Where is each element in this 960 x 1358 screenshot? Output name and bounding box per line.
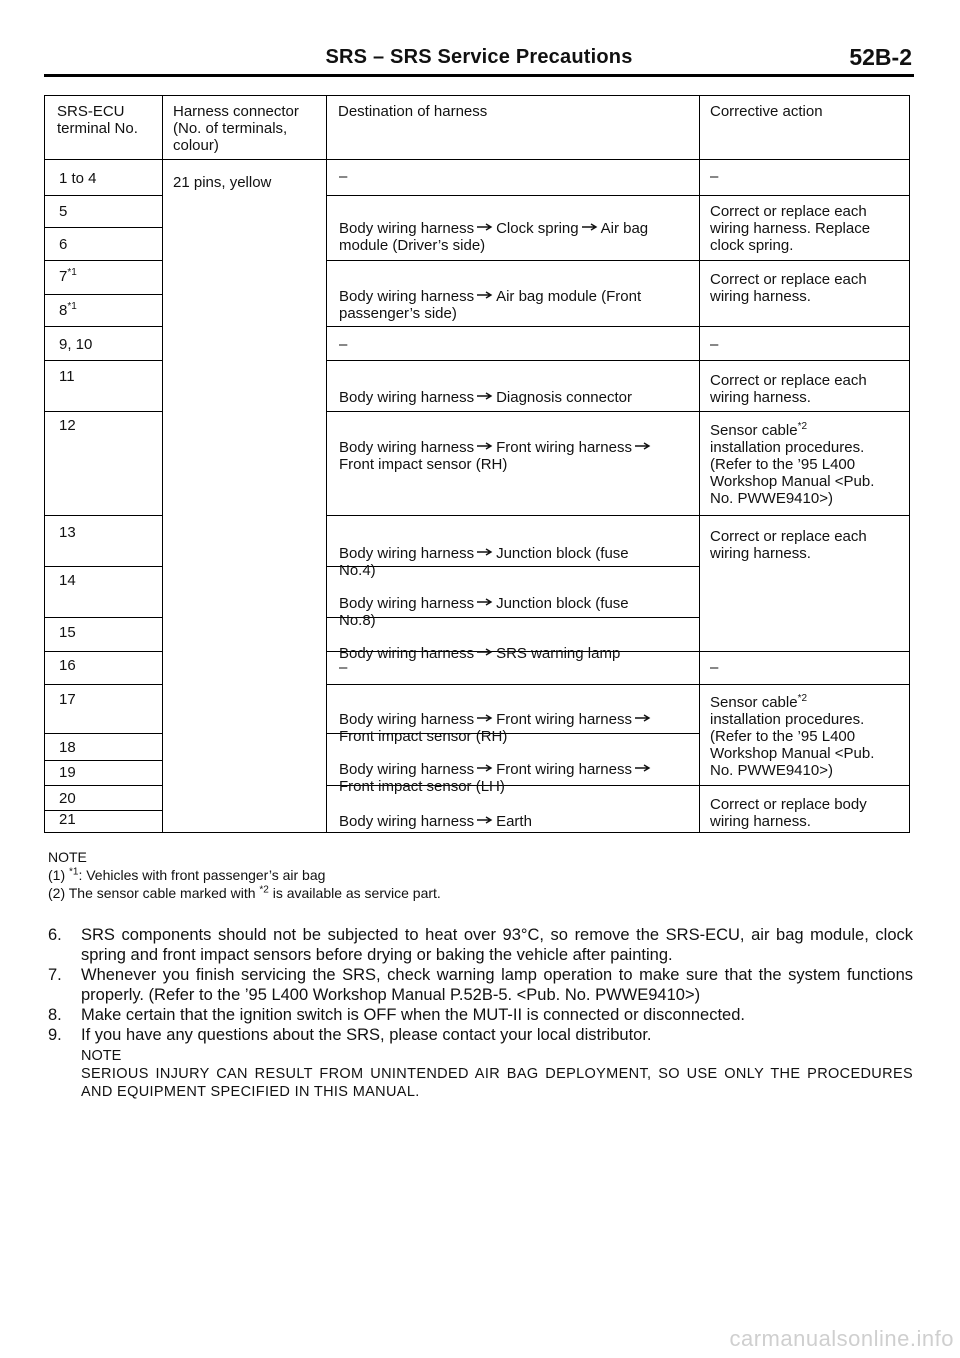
arrow-right-icon bbox=[477, 648, 493, 656]
row-divider bbox=[699, 360, 909, 361]
terminal-no: 5 bbox=[59, 203, 68, 220]
header-rule bbox=[44, 74, 914, 77]
arrow-right-icon bbox=[477, 223, 493, 231]
table-notes bbox=[48, 848, 441, 902]
destination-text: passenger’s side) bbox=[339, 305, 457, 322]
terminal-no: 12 bbox=[59, 417, 76, 434]
destination-text: Clock spring bbox=[496, 220, 579, 237]
action-cell: – bbox=[710, 659, 719, 676]
terminal-no: 11 bbox=[59, 368, 75, 385]
terminal-no: 21 bbox=[59, 811, 76, 828]
row-divider bbox=[326, 326, 699, 327]
destination-text: Body wiring harness bbox=[339, 389, 475, 406]
header-connector: Harness connector (No. of terminals, colour) bbox=[173, 103, 299, 154]
destination-text: Body wiring harness bbox=[339, 439, 475, 456]
destination-text: Earth bbox=[496, 813, 532, 830]
destination-text: Air bag module (Front bbox=[496, 288, 642, 305]
destination-text: Air bag bbox=[600, 220, 649, 237]
step-number: 8. bbox=[48, 1006, 62, 1024]
terminal-no: 18 bbox=[59, 739, 76, 756]
arrow-right-icon bbox=[635, 442, 651, 450]
destination-cell: – bbox=[339, 659, 348, 676]
destination-text: Junction block (fuse bbox=[496, 545, 629, 562]
terminal-no: 7$^{*1}$ bbox=[59, 267, 77, 285]
destination-text: Diagnosis connector bbox=[496, 389, 632, 406]
row-divider bbox=[699, 684, 909, 685]
destination-text: Front impact sensor (RH) bbox=[339, 456, 508, 473]
row-divider bbox=[699, 195, 909, 196]
terminal-no: 20 bbox=[59, 790, 76, 807]
destination-cell bbox=[339, 422, 654, 473]
arrow-right-icon bbox=[477, 392, 493, 400]
step-item bbox=[48, 965, 913, 1005]
note-line: (1) $^{*1}$: Vehicles with front passenger’s air bag bbox=[48, 866, 326, 883]
destination-cell bbox=[339, 796, 532, 830]
row-divider bbox=[45, 360, 162, 361]
step-text: Whenever you finish servicing the SRS, check warning lamp operation to make sure that the system functions properly. (Refer to the ’95 L400 Workshop Manual P.52B-5. <Pub. No. PWWE9410>) bbox=[81, 966, 913, 1004]
arrow-right-icon bbox=[635, 714, 651, 722]
arrow-right-icon bbox=[582, 223, 598, 231]
arrow-right-icon bbox=[477, 442, 493, 450]
action-cell: Correct or replace each wiring harness. bbox=[710, 372, 867, 406]
row-divider bbox=[45, 195, 162, 196]
watermark: carmanualsonline.info bbox=[729, 1326, 954, 1351]
step-number: 6. bbox=[48, 926, 62, 944]
connector-spec: 21 pins, yellow bbox=[173, 174, 272, 191]
destination-cell bbox=[339, 372, 632, 406]
note-line: (2) The sensor cable marked with $^{*2}$ is available as service part. bbox=[48, 884, 441, 901]
row-divider bbox=[326, 195, 699, 196]
action-cell: Correct or replace each wiring harness. Replace clock spring. bbox=[710, 203, 871, 254]
destination-text: Body wiring harness bbox=[339, 288, 475, 305]
action-cell: Correct or replace each wiring harness. bbox=[710, 528, 867, 562]
arrow-right-icon bbox=[477, 764, 493, 772]
row-divider bbox=[45, 294, 162, 295]
destination-text: Front wiring harness bbox=[496, 761, 632, 778]
column-divider bbox=[326, 96, 327, 832]
terminal-no: 13 bbox=[59, 524, 76, 541]
row-divider bbox=[45, 651, 162, 652]
destination-text: No.8) bbox=[339, 612, 376, 629]
row-divider bbox=[45, 411, 162, 412]
destination-cell bbox=[339, 203, 648, 254]
action-cell: Sensor cable$^{*2}$ installation procedures. (Refer to the ’95 L400 Workshop Manual <Pub. No. PWWE9410>) bbox=[710, 421, 875, 507]
destination-cell: – bbox=[339, 336, 348, 353]
destination-text: module (Driver’s side) bbox=[339, 237, 486, 254]
step-number: 9. bbox=[48, 1026, 62, 1044]
row-divider bbox=[699, 326, 909, 327]
row-divider bbox=[326, 515, 699, 516]
terminal-no: 6 bbox=[59, 236, 68, 253]
arrow-right-icon bbox=[477, 816, 493, 824]
row-divider bbox=[45, 260, 162, 261]
arrow-right-icon bbox=[477, 548, 493, 556]
page-title: SRS – SRS Service Precautions bbox=[325, 46, 633, 68]
row-divider bbox=[326, 260, 699, 261]
destination-cell bbox=[339, 528, 629, 579]
row-divider bbox=[699, 515, 909, 516]
page-header bbox=[44, 46, 914, 76]
header-terminal: SRS-ECU terminal No. bbox=[57, 103, 138, 137]
action-cell: – bbox=[710, 168, 719, 185]
header-action: Corrective action bbox=[710, 103, 823, 120]
step-text: If you have any questions about the SRS, please contact your local distributor. bbox=[81, 1026, 652, 1044]
destination-text: No.4) bbox=[339, 562, 376, 579]
row-divider bbox=[699, 260, 909, 261]
terminal-no: 9, 10 bbox=[59, 336, 93, 353]
step-text: Make certain that the ignition switch is OFF when the MUT-II is connected or disconnected. bbox=[81, 1006, 745, 1024]
terminal-no: 19 bbox=[59, 764, 76, 781]
terminal-no: 16 bbox=[59, 657, 76, 674]
arrow-right-icon bbox=[477, 291, 493, 299]
precaution-steps bbox=[48, 925, 913, 1045]
row-divider bbox=[326, 360, 699, 361]
row-divider bbox=[45, 566, 162, 567]
destination-text: Body wiring harness bbox=[339, 813, 475, 830]
row-divider bbox=[45, 326, 162, 327]
destination-text: Body wiring harness bbox=[339, 220, 475, 237]
page-number: 52B-2 bbox=[849, 44, 912, 70]
step-item bbox=[48, 1005, 913, 1025]
terminal-no: 8$^{*1}$ bbox=[59, 301, 77, 319]
column-divider bbox=[162, 96, 163, 832]
step-text: SRS components should not be subjected to heat over 93°C, so remove the SRS-ECU, air bag module, clock spring and front impact sensors before drying or baking the vehicle after painting. bbox=[81, 926, 913, 964]
arrow-right-icon bbox=[635, 764, 651, 772]
warning-note-title: NOTE bbox=[81, 1048, 122, 1064]
destination-cell bbox=[339, 694, 654, 745]
row-divider bbox=[326, 684, 699, 685]
terminal-no: 1 to 4 bbox=[59, 170, 97, 187]
action-cell: Correct or replace body wiring harness. bbox=[710, 796, 867, 830]
step-item bbox=[48, 1025, 913, 1045]
warning-note bbox=[81, 1047, 913, 1101]
destination-cell bbox=[339, 271, 641, 322]
destination-text: Body wiring harness bbox=[339, 595, 475, 612]
action-cell: Correct or replace each wiring harness. bbox=[710, 271, 867, 305]
row-divider bbox=[45, 617, 162, 618]
destination-text: Body wiring harness bbox=[339, 545, 475, 562]
step-number: 7. bbox=[48, 966, 62, 984]
action-cell: Sensor cable$^{*2}$ installation procedures. (Refer to the ’95 L400 Workshop Manual <Pub. No. PWWE9410>) bbox=[710, 693, 875, 779]
harness-table bbox=[44, 95, 910, 833]
warning-note-body: SERIOUS INJURY CAN RESULT FROM UNINTENDED AIR BAG DEPLOYMENT, SO USE ONLY THE PROCEDURES AND EQUIPMENT SPECIFIED IN THIS MANUAL. bbox=[81, 1066, 913, 1100]
destination-text: Front impact sensor (RH) bbox=[339, 728, 508, 745]
destination-cell bbox=[339, 744, 654, 795]
destination-text: Body wiring harness bbox=[339, 645, 475, 662]
column-divider bbox=[699, 96, 700, 832]
terminal-no: 17 bbox=[59, 691, 76, 708]
destination-text: Body wiring harness bbox=[339, 711, 475, 728]
row-divider bbox=[699, 411, 909, 412]
row-divider bbox=[699, 651, 909, 652]
terminal-no: 15 bbox=[59, 624, 76, 641]
header-destination: Destination of harness bbox=[338, 103, 488, 120]
destination-cell: – bbox=[339, 168, 348, 185]
action-cell: – bbox=[710, 336, 719, 353]
destination-text: SRS warning lamp bbox=[496, 645, 621, 662]
step-item bbox=[48, 925, 913, 965]
row-divider bbox=[45, 785, 162, 786]
arrow-right-icon bbox=[477, 598, 493, 606]
destination-text: Body wiring harness bbox=[339, 761, 475, 778]
destination-cell bbox=[339, 578, 629, 629]
destination-text: Junction block (fuse bbox=[496, 595, 629, 612]
header-divider bbox=[45, 159, 909, 160]
destination-text: Front wiring harness bbox=[496, 439, 632, 456]
row-divider bbox=[45, 684, 162, 685]
destination-text: Front impact sensor (LH) bbox=[339, 778, 505, 795]
destination-text: Front wiring harness bbox=[496, 711, 632, 728]
notes-title: NOTE bbox=[48, 849, 87, 865]
destination-cell bbox=[339, 628, 620, 662]
row-divider bbox=[326, 411, 699, 412]
row-divider bbox=[45, 515, 162, 516]
row-divider bbox=[45, 227, 162, 228]
arrow-right-icon bbox=[477, 714, 493, 722]
row-divider bbox=[45, 733, 162, 734]
row-divider bbox=[699, 785, 909, 786]
terminal-no: 14 bbox=[59, 572, 76, 589]
row-divider bbox=[45, 760, 162, 761]
